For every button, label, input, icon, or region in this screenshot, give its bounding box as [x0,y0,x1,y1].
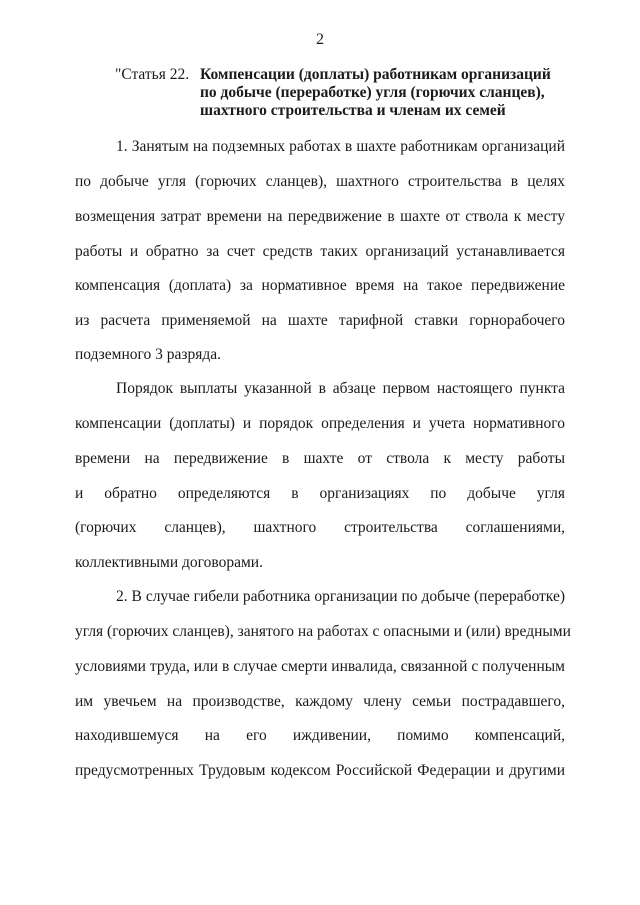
page-number: 2 [316,31,324,48]
paragraph-line: 1. Занятым на подземных работах в шахте работникам организаций [116,138,565,155]
paragraph-line: 2. В случае гибели работника организации по добыче (переработке) [116,588,565,605]
paragraph-line: (горючих сланцев), шахтного строительства соглашениями, [75,519,565,536]
article-title-line: шахтного строительства и членам их семей [200,102,506,119]
paragraph-line: и обратно определяются в организациях по добыче угля [75,485,565,502]
paragraph-line: коллективными договорами. [75,554,263,571]
paragraph-line: условиями труда, или в случае смерти инвалида, связанной с полученным [75,658,565,675]
paragraph-line: из расчета применяемой на шахте тарифной ставки горнорабочего [75,312,565,329]
paragraph-line: угля (горючих сланцев), занятого на работах с опасными и (или) вредными [75,623,571,640]
paragraph-line: по добыче угля (горючих сланцев), шахтного строительства в целях [75,173,565,190]
paragraph-line: находившемуся на его иждивении, помимо компенсаций, [75,727,565,744]
article-title-line: по добыче (переработке) угля (горючих сланцев), [200,84,545,101]
article-title-line: Компенсации (доплаты) работникам организаций [200,66,551,83]
paragraph-line: предусмотренных Трудовым кодексом Российской Федерации и другими [75,762,565,779]
paragraph-line: Порядок выплаты указанной в абзаце первом настоящего пункта [116,380,565,397]
article-title [200,66,570,120]
paragraph-line: компенсация (доплата) за нормативное время на такое передвижение [75,277,565,294]
paragraph-line: работы и обратно за счет средств таких организаций устанавливается [75,243,565,260]
paragraph-line: им увечьем на производстве, каждому члену семьи пострадавшего, [75,693,565,710]
paragraph-line: времени на передвижение в шахте от ствола к месту работы [75,450,565,467]
article-number: "Статья 22. [115,66,190,83]
paragraph-line: компенсации (доплаты) и порядок определения и учета нормативного [75,415,565,432]
paragraph-line: подземного 3 разряда. [75,346,222,363]
paragraph-line: возмещения затрат времени на передвижение в шахте от ствола к месту [75,208,565,225]
